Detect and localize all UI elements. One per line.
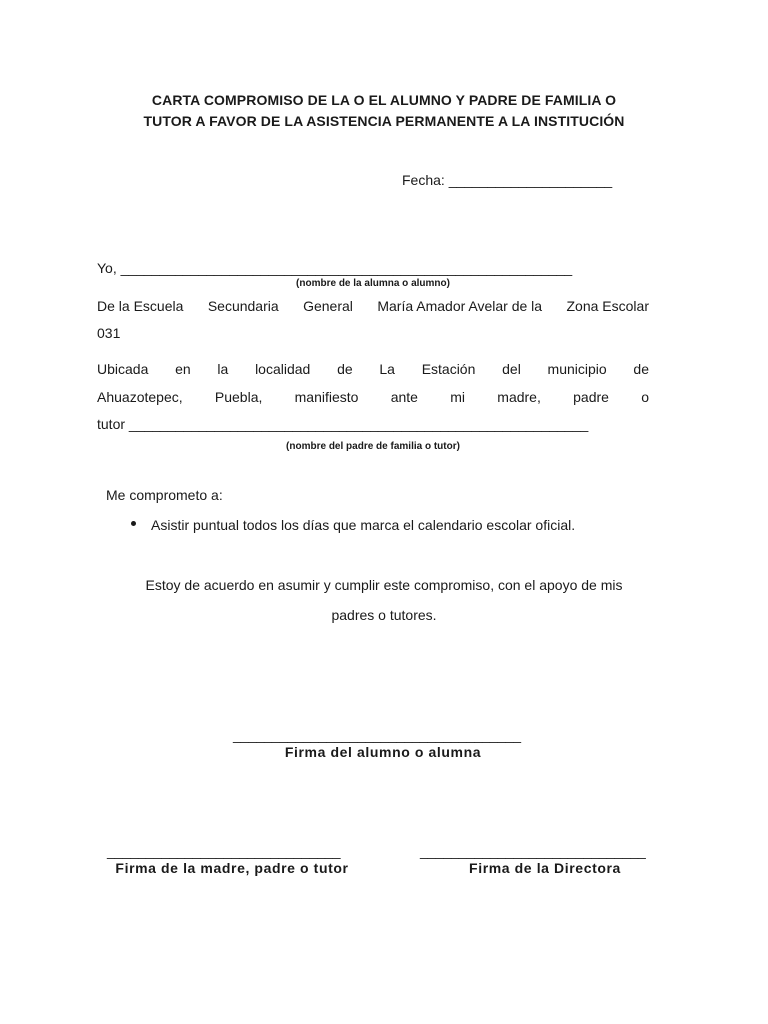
ubicada-word: de <box>633 361 649 377</box>
escuela-word: De la Escuela <box>97 298 184 314</box>
ahuazotepec-word: o <box>641 389 649 405</box>
tutor-line: tutor ___________________________________________________________ <box>97 416 589 432</box>
ubicada-word: Estación <box>421 361 476 377</box>
signature-line-directora: _____________________________ <box>420 843 646 859</box>
ubicada-line <box>97 361 649 377</box>
escuela-word: General <box>303 298 353 314</box>
ahuazotepec-word: madre, <box>497 389 541 405</box>
signature-label-directora: Firma de la Directora <box>469 860 621 876</box>
escuela-word: Secundaria <box>207 298 279 314</box>
ahuazotepec-word: ante <box>390 389 418 405</box>
escuela-word: Zona Escolar <box>566 298 649 314</box>
ahuazotepec-word: Puebla, <box>214 389 263 405</box>
fecha-field: Fecha: _____________________ <box>402 172 613 188</box>
yo-line: Yo, __________________________________________________________ <box>97 260 573 276</box>
bullet-item-1: Asistir puntual todos los días que marca el calendario escolar oficial. <box>151 517 576 533</box>
ahuazotepec-word: Ahuazotepec, <box>97 389 183 405</box>
ubicada-word: localidad <box>255 361 311 377</box>
acuerdo-line-1: Estoy de acuerdo en asumir y cumplir este compromiso, con el apoyo de mis <box>145 577 623 593</box>
ubicada-word: Ubicada <box>97 361 149 377</box>
signature-label-alumno: Firma del alumno o alumna <box>284 744 482 760</box>
ahuazotepec-word: manifiesto <box>294 389 359 405</box>
signature-label-madre: Firma de la madre, padre o tutor <box>115 860 349 876</box>
ahuazotepec-word: padre <box>573 389 609 405</box>
escuela-word: María Amador Avelar de la <box>377 298 543 314</box>
caption-padre: (nombre del padre de familia o tutor) <box>286 441 460 452</box>
ubicada-word: municipio <box>547 361 607 377</box>
signature-line-madre: ______________________________ <box>107 843 341 859</box>
me-comprometo: Me comprometo a: <box>106 487 223 503</box>
ubicada-word: del <box>502 361 521 377</box>
ubicada-word: de <box>337 361 353 377</box>
ahuazotepec-line <box>97 389 649 405</box>
bullet-icon <box>131 521 136 526</box>
ubicada-word: la <box>217 361 229 377</box>
title-line-1: CARTA COMPROMISO DE LA O EL ALUMNO Y PADRE DE FAMILIA O <box>151 92 617 108</box>
acuerdo-line-2: padres o tutores. <box>331 607 437 623</box>
escuela-line <box>97 298 649 314</box>
escuela-line-2: 031 <box>97 325 121 341</box>
caption-alumno: (nombre de la alumna o alumno) <box>296 278 450 289</box>
ahuazotepec-word: mi <box>450 389 466 405</box>
title-line-2: TUTOR A FAVOR DE LA ASISTENCIA PERMANENTE A LA INSTITUCIÓN <box>143 113 625 129</box>
ubicada-word: La <box>379 361 395 377</box>
signature-line-alumno: _____________________________________ <box>233 727 522 743</box>
ubicada-word: en <box>175 361 191 377</box>
